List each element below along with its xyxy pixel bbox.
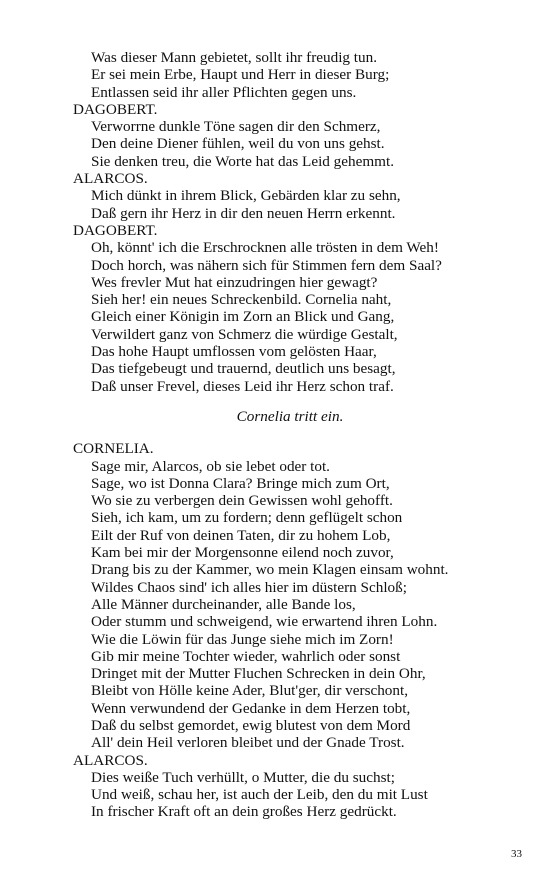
verse-line: Wie die Löwin für das Junge siehe mich im Zorn!: [91, 630, 394, 648]
verse-line: Er sei mein Erbe, Haupt und Herr in dieser Burg;: [91, 66, 390, 84]
verse-line: Daß unser Frevel, dieses Leid ihr Herz schon traf.: [91, 377, 394, 395]
dialogue-part-2: [73, 440, 513, 821]
verse-line: Daß du selbst gemordet, ewig blutest von dem Mord: [91, 716, 411, 734]
verse-line: Oder stumm und schweigend, wie erwartend ihren Lohn.: [91, 613, 438, 631]
verse-line: Doch horch, was nähern sich für Stimmen fern dem Saal?: [91, 256, 442, 274]
speaker-name: DAGOBERT.: [73, 221, 158, 239]
dialogue-part-1: [73, 49, 513, 395]
speaker-name: CORNELIA.: [73, 440, 154, 458]
verse-line: Wes frevler Mut hat einzudringen hier gewagt?: [91, 273, 378, 291]
verse-line: Sage mir, Alarcos, ob sie lebet oder tot.: [91, 457, 330, 475]
verse-line: Gleich einer Königin im Zorn an Blick und Gang,: [91, 308, 395, 326]
verse-line: Wildes Chaos sind' ich alles hier im düstern Schloß;: [91, 578, 407, 596]
verse-line: Alle Männer durcheinander, alle Bande los,: [91, 595, 356, 613]
verse-line: Verworrne dunkle Töne sagen dir den Schmerz,: [91, 118, 381, 136]
stage-direction: Cornelia tritt ein.: [236, 407, 344, 425]
verse-line: Dringet mit der Mutter Fluchen Schrecken in dein Ohr,: [91, 665, 426, 683]
verse-line: Sieh her! ein neues Schreckenbild. Cornelia naht,: [91, 291, 392, 309]
verse-line: Oh, könnt' ich die Erschrocknen alle trösten in dem Weh!: [91, 239, 439, 257]
verse-line: Was dieser Mann gebietet, sollt ihr freudig tun.: [91, 49, 378, 66]
verse-line: Den deine Diener fühlen, weil du von uns gehst.: [91, 135, 385, 153]
page-number: 33: [511, 848, 522, 860]
verse-line: Dies weiße Tuch verhüllt, o Mutter, die du suchst;: [91, 768, 395, 786]
verse-line: Das hohe Haupt umflossen vom gelösten Haar,: [91, 343, 377, 361]
verse-line: Sie denken treu, die Worte hat das Leid gehemmt.: [91, 152, 394, 170]
speaker-name: DAGOBERT.: [73, 100, 158, 118]
verse-line: Entlassen seid ihr aller Pflichten gegen uns.: [91, 83, 357, 101]
verse-line: Daß gern ihr Herz in dir den neuen Herrn erkennt.: [91, 204, 396, 222]
verse-line: Mich dünkt in ihrem Blick, Gebärden klar zu sehn,: [91, 187, 401, 205]
verse-line: Drang bis zu der Kammer, wo mein Klagen einsam wohnt.: [91, 561, 449, 579]
verse-line: Sage, wo ist Donna Clara? Bringe mich zum Ort,: [91, 474, 390, 492]
verse-line: All' dein Heil verloren bleibet und der Gnade Trost.: [91, 734, 405, 752]
verse-line: Wo sie zu verbergen dein Gewissen wohl gehofft.: [91, 492, 393, 510]
verse-line: Und weiß, schau her, ist auch der Leib, den du mit Lust: [91, 786, 428, 804]
verse-line: Gib mir meine Tochter wieder, wahrlich oder sonst: [91, 647, 401, 665]
verse-line: Das tiefgebeugt und trauernd, deutlich uns besagt,: [91, 360, 396, 378]
verse-line: In frischer Kraft oft an dein großes Herz gedrückt.: [91, 803, 397, 821]
play-text: [73, 49, 513, 821]
verse-line: Bleibt von Hölle keine Ader, Blut'ger, dir verschont,: [91, 682, 409, 700]
verse-line: Wenn verwundend der Gedanke in dem Herzen tobt,: [91, 699, 411, 717]
verse-line: Eilt der Ruf von deinen Taten, dir zu hohem Lob,: [91, 526, 391, 544]
speaker-name: ALARCOS.: [73, 170, 148, 188]
verse-line: Kam bei mir der Morgensonne eilend noch zuvor,: [91, 544, 394, 562]
verse-line: Sieh, ich kam, um zu fordern; denn geflügelt schon: [91, 509, 403, 527]
verse-line: Verwildert ganz von Schmerz die würdige Gestalt,: [91, 325, 398, 343]
speaker-name: ALARCOS.: [73, 751, 148, 769]
